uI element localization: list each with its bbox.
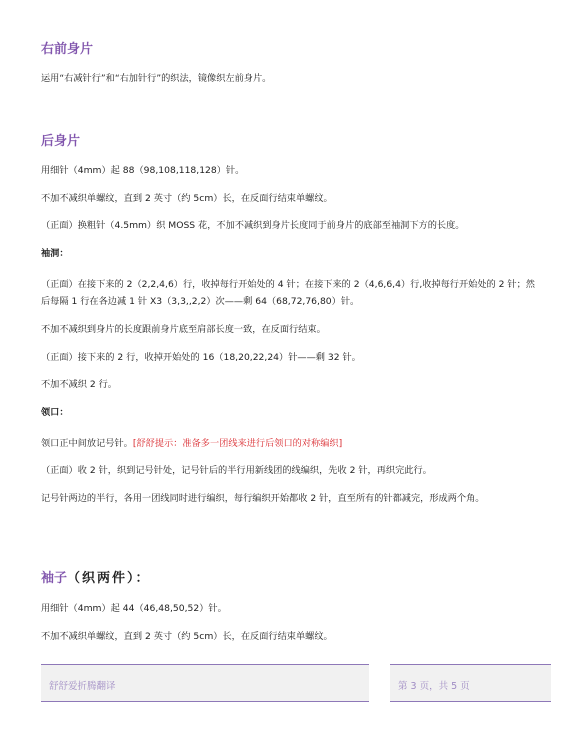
paragraph-back-2: 不加不减织单螺纹，直到 2 英寸（约 5cm）长，在反面行结束单螺纹。 xyxy=(41,193,333,204)
footer-left-box xyxy=(41,664,369,702)
paragraph-back-6: （正面）接下来的 2 行，收掉开始处的 16（18,20,22,24）针——剩 32 针。 xyxy=(41,352,361,363)
footer-translator: 舒舒爱折腾翻译 xyxy=(49,681,116,692)
paragraph-sleeve-1: 用细针（4mm）起 44（46,48,50,52）针。 xyxy=(41,603,227,614)
paragraph-back-1: 用细针（4mm）起 88（98,108,118,128）针。 xyxy=(41,165,245,176)
paragraph-back-9: （正面）收 2 针，织到记号针处，记号针后的半行用新线团的线编织，先收 2 针，再织完此行。 xyxy=(41,465,432,476)
footer-right-box xyxy=(390,664,551,702)
label-armhole: 袖洞： xyxy=(41,248,69,259)
heading-right-front: 右前身片 xyxy=(41,42,94,57)
paragraph-back-10: 记号针两边的半行，各用一团线同时进行编织，每行编织开始都收 2 针，直至所有的针都减完，形成两个角。 xyxy=(41,493,485,504)
translator-tip: [舒舒提示：准备多一团线来进行后领口的对称编织] xyxy=(132,438,343,449)
heading-sleeve-title: 袖子 xyxy=(41,571,68,586)
paragraph-back-4: （正面）在接下来的 2（2,2,4,6）行，收掉每行开始处的 4 针；在接下来的 2（4,6,6,4）行,收掉每行开始处的 2 针；然后每隔 1 行在各边减 1 针 X3（3,3,,2,2）次——剩 64（68,72,76,80）针。 xyxy=(41,279,535,307)
paragraph-back-8 xyxy=(41,435,541,452)
paragraph-back-8-main: 领口正中间放记号针。 xyxy=(41,438,133,449)
footer-page-number: 第 3 页，共 5 页 xyxy=(398,681,470,692)
paragraph-back-3: （正面）换粗针（4.5mm）织 MOSS 花，不加不减织到身片长度同于前身片的底部至袖洞下方的长度。 xyxy=(41,220,465,231)
paragraph-right-front: 运用“右减针行”和“右加针行”的织法，镜像织左前身片。 xyxy=(41,73,272,84)
paragraph-back-7: 不加不减织 2 行。 xyxy=(41,379,117,390)
paragraph-sleeve-2: 不加不减织单螺纹，直到 2 英寸（约 5cm）长，在反面行结束单螺纹。 xyxy=(41,631,333,642)
heading-sleeve-suffix: （织两件）： xyxy=(67,571,151,586)
label-neck: 领口： xyxy=(41,407,69,418)
heading-sleeve xyxy=(41,567,151,586)
heading-back: 后身片 xyxy=(41,134,81,149)
paragraph-back-5: 不加不减织到身片的长度跟前身片底至肩部长度一致，在反面行结束。 xyxy=(41,324,326,335)
